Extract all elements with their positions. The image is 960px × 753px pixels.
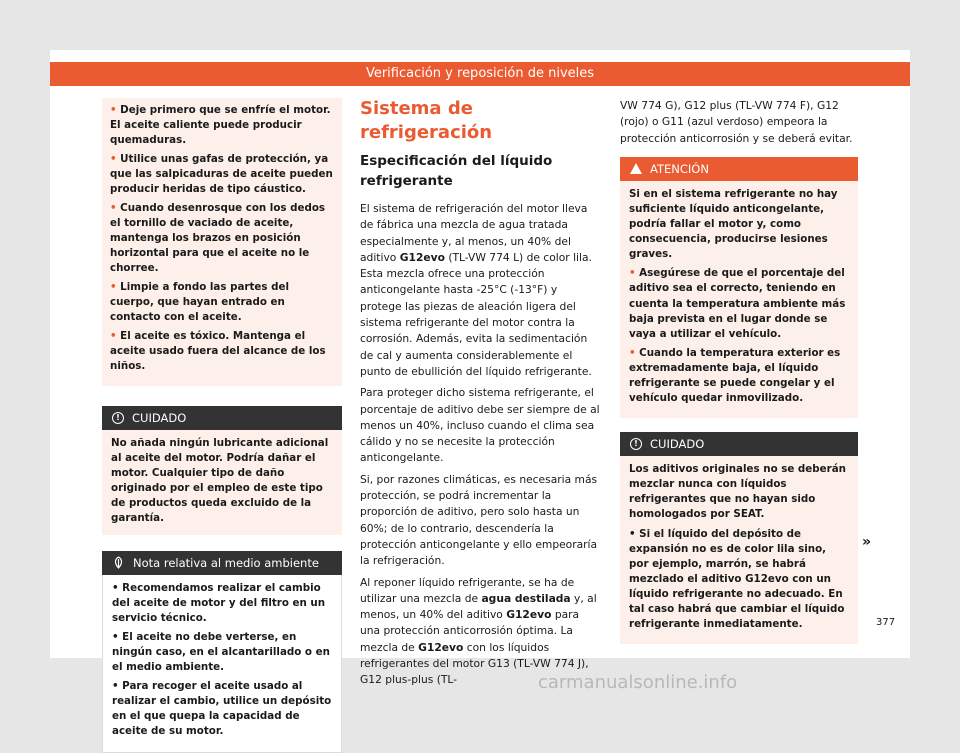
paragraph-1: El sistema de refrigeración del motor lleva de fábrica una mezcla de agua tratada especialmente y, al menos, un 40% del aditivo G12evo (TL-VW 774 L) de color lila. Esta mezcla ofrece una protección anticongelante hasta -25°C (-13°F) y protege las piezas de aleación ligera del sistema refrigerante del motor contra la corrosión. Además, evita la sedimentación de cal y aumenta considerablemente el punto de ebullición del líquido refrigerante. — [360, 202, 592, 378]
environment-header: Nota relativa al medio ambiente — [102, 551, 342, 575]
page-number: 377 — [876, 617, 896, 628]
column-1 — [102, 98, 342, 753]
continue-mark: » — [862, 534, 872, 550]
column-2 — [360, 98, 602, 694]
environment-body — [102, 575, 342, 753]
bullet-icon: • — [110, 104, 121, 116]
column-3 — [620, 98, 858, 644]
paragraph-3: Si, por razones climáticas, es necesaria más protección, se podrá incrementar la proporción de aditivo, pero solo hasta un 60%; de lo contrario, descendería la protección anticongelante y ello empeoraría la refrigeración. — [360, 472, 598, 568]
atencion-lead: Si en el sistema refrigerante no hay suficiente líquido anticongelante, podría fallar el motor y, como consecuencia, producirse lesiones graves. — [629, 187, 838, 261]
bullet-icon: • — [110, 281, 121, 293]
environment-item: • El aceite no debe verterse, en ningún caso, en el alcantarillado o en el medio ambiente. — [112, 630, 330, 674]
warning-triangle-icon — [630, 163, 642, 174]
section-title: Sistema de refrigeración — [360, 98, 493, 143]
bullet-icon: • — [110, 330, 121, 342]
atencion-body — [620, 181, 858, 418]
environment-item: • Recomendamos realizar el cambio del aceite de motor y del filtro en un servicio técnico. — [112, 581, 326, 624]
cuidado-header: ! CUIDADO — [102, 406, 342, 430]
cuidado-panel-oil — [102, 406, 342, 535]
bullet-icon: • — [112, 581, 123, 594]
bullet-icon: • — [112, 680, 123, 693]
info-icon: ! — [630, 438, 642, 450]
cuidado-panel-coolant — [620, 432, 858, 644]
cuidado-body — [620, 456, 858, 644]
leaf-icon — [112, 556, 125, 569]
warning-item: • Utilice unas gafas de protección, ya que las salpicaduras de aceite pueden producir heridas de tipo cáustico. — [110, 153, 333, 195]
bullet-icon: • — [629, 346, 640, 359]
environment-item: • Para recoger el aceite usado al realizar el cambio, utilice un depósito en el que quepa la capacidad de aceite de su motor. — [112, 680, 332, 738]
bullet-icon: • — [110, 202, 121, 214]
atencion-header: ATENCIÓN — [620, 157, 858, 181]
warning-item: • Limpie a fondo las partes del cuerpo, que hayan entrado en contacto con el aceite. — [110, 281, 289, 323]
bullet-icon: • — [629, 267, 640, 280]
cuidado-body: No añada ningún lubricante adicional al aceite del motor. Podría dañar el motor. Cualquier tipo de daño originado por el empleo de este tipo de productos queda excluido de la garantía. — [102, 430, 342, 535]
cuidado-lead: Los aditivos originales no se deberán mezclar nunca con líquidos refrigerantes que no hayan sido homologados por SEAT. — [629, 463, 846, 521]
bullet-icon: • — [110, 153, 121, 165]
paragraph-4: Al reponer líquido refrigerante, se ha de utilizar una mezcla de agua destilada y, al menos, un 40% del aditivo G12evo para una protección anticorrosión óptima. La mezcla de G12evo con los líquidos refrigerantes del motor G13 (TL-VW 774 J), G12 plus-plus (TL- — [360, 575, 597, 687]
watermark: carmanualsonline.info — [538, 672, 738, 693]
info-icon: ! — [112, 412, 124, 424]
warning-item: • Deje primero que se enfríe el motor. El aceite caliente puede producir quemaduras. — [110, 104, 331, 146]
warning-item: • El aceite es tóxico. Mantenga el aceite usado fuera del alcance de los niños. — [110, 330, 326, 372]
warning-item: • Cuando desenrosque con los dedos el tornillo de vaciado de aceite, mantenga los brazos en posición horizontal para que el aceite no le chorree. — [110, 202, 326, 274]
bullet-icon: • — [112, 630, 123, 643]
atencion-item: • Cuando la temperatura exterior es extremadamente baja, el líquido refrigerante se puede congelar y el vehículo quedar inmovilizado. — [629, 346, 841, 405]
section-header: Verificación y reposición de niveles — [50, 62, 910, 86]
paragraph-continued: VW 774 G), G12 plus (TL-VW 774 F), G12 (rojo) o G11 (azul verdoso) empeora la protección anticorrosión y se deberá evitar. — [620, 99, 853, 145]
section-subtitle: Especificación del líquido refrigerante — [360, 153, 553, 189]
cuidado-item: • Si el líquido del depósito de expansión no es de color lila sino, por ejemplo, marrón, se habrá mezclado el aditivo G12evo con un líquido refrigerante no adecuado. En tal caso habrá que cambiar el líquido refrigerante inmediatamente. — [629, 527, 845, 631]
paragraph-2: Para proteger dicho sistema refrigerante, el porcentaje de aditivo debe ser siempre de al menos un 40%, incluso cuando el clima sea cálido y no se necesite la protección anticongelante. — [360, 386, 600, 465]
oil-warning-list — [102, 98, 342, 386]
atencion-panel — [620, 157, 858, 418]
environment-panel — [102, 551, 342, 753]
cuidado-header: ! CUIDADO — [620, 432, 858, 456]
bullet-icon: • — [629, 527, 640, 540]
atencion-item: • Asegúrese de que el porcentaje del aditivo sea el correcto, teniendo en cuenta la temperatura ambiente más baja prevista en el lugar donde se vaya a utilizar el vehículo. — [629, 267, 846, 340]
